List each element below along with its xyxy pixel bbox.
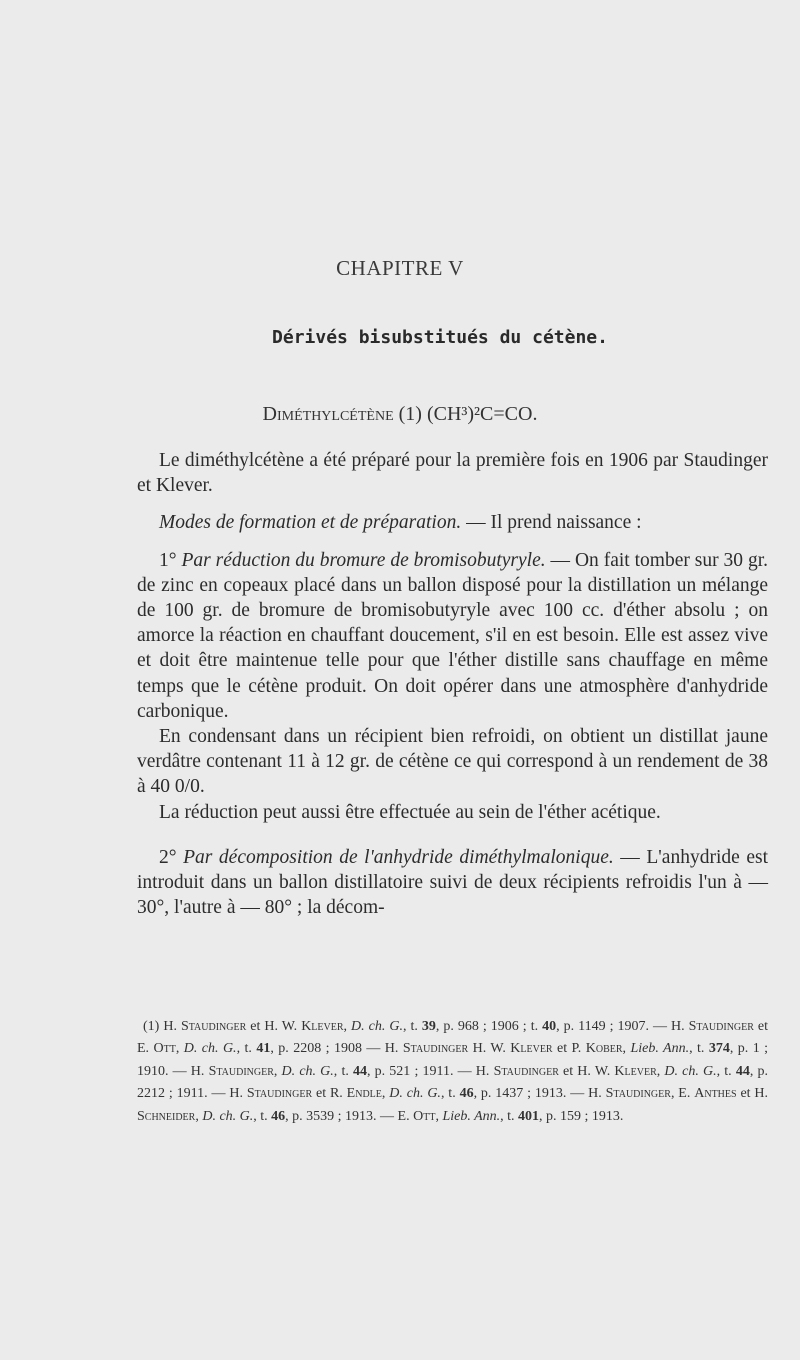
footnote-run: , p. 1437 ; 1913. — H. [473, 1086, 606, 1102]
author-name: Klever [301, 1019, 344, 1034]
footnote-run: , p. 2212 ; 1911. — H. [137, 1063, 768, 1102]
method-2-heading: Par décomposition de l'anhydride diméthylmalonique. [183, 846, 614, 868]
author-name: Klever [510, 1041, 553, 1057]
volume-number: 46 [271, 1108, 286, 1124]
section-heading [0, 403, 800, 426]
modes-heading: Modes de formation et de préparation. [159, 512, 462, 534]
volume-number: 44 [353, 1063, 367, 1079]
footnote-run: et H. [736, 1086, 769, 1102]
author-name: Ott [153, 1041, 176, 1057]
author-name: Kober [585, 1041, 623, 1057]
footnote-run: , t. [716, 1063, 736, 1079]
method-1-heading: Par réduction du bromure de bromisobutyryle. [181, 549, 546, 571]
footnote-run: H. [159, 1019, 181, 1034]
method-1-number: 1° [159, 549, 182, 571]
footnote-run: , p. 3539 ; 1913. — E. [285, 1108, 414, 1124]
chapter-title: Dérivés bisubstitués du cétène. [272, 327, 608, 348]
volume-number: 401 [518, 1108, 540, 1124]
journal-name: D. ch. G. [664, 1063, 717, 1079]
footnote-run: et P. [552, 1041, 586, 1057]
author-name: Schneider [137, 1108, 196, 1124]
footnote [137, 1016, 768, 1128]
author-name: Staudinger [688, 1019, 754, 1034]
footnote-run: , [622, 1041, 631, 1057]
footnote-run: , t. [333, 1063, 353, 1079]
footnote-run: , p. 968 ; 1906 ; t. [435, 1019, 543, 1034]
paragraph-intro: Le diméthylcétène a été préparé pour la première fois en 1906 par Staudinger et Klever. [137, 450, 768, 497]
footnote-run: , p. 521 ; 1911. — H. [367, 1063, 494, 1079]
footnote-run: H. W. [468, 1041, 511, 1057]
paragraph-method-2 [137, 845, 768, 921]
journal-name: D. ch. G. [281, 1063, 334, 1079]
journal-name: Lieb. Ann. [442, 1108, 501, 1124]
author-name: Staudinger [246, 1086, 313, 1102]
volume-number: 40 [542, 1019, 557, 1034]
author-name: Ott [413, 1108, 436, 1124]
paragraph-method-1 [137, 548, 768, 724]
journal-name: D. ch. G. [202, 1108, 254, 1124]
footnote-number: (1) [143, 1019, 160, 1034]
paragraph-condensation: En condensant dans un récipient bien refroidi, on obtient un distillat jaune verdâtre contenant 11 à 12 gr. de cétène ce qui correspond à un rendement de 38 à 40 0/0. [137, 726, 768, 798]
journal-name: D. ch. G. [389, 1086, 441, 1102]
section-name: Diméthylcétène [262, 403, 394, 425]
author-name: Anthes [694, 1086, 737, 1102]
author-name: Klever [614, 1063, 657, 1079]
method-2-text: — L'anhydride est introduit dans un ballon distillatoire suivi de deux récipients refroidis l'un à — 30°, l'autre à — 80° ; la décom- [137, 846, 768, 919]
volume-number: 46 [459, 1086, 474, 1102]
author-name: Staudinger [208, 1063, 274, 1079]
volume-number: 44 [735, 1063, 750, 1079]
footnote-run: , t. [440, 1086, 460, 1102]
volume-number: 374 [708, 1041, 730, 1057]
footnote-run: , t. [689, 1041, 709, 1057]
author-name: Staudinger [402, 1041, 469, 1057]
volume-number: 39 [421, 1019, 436, 1034]
footnote-run: , [195, 1108, 203, 1124]
footnote-run: , t. [402, 1019, 422, 1034]
footnote-run: , [273, 1063, 282, 1079]
method-1-text: — On fait tomber sur 30 gr. de zinc en copeaux placé dans un ballon disposé pour la distillation un mélange de 100 gr. de bromure de bromisobutyryle avec 100 cc. d'éther absolu ; on amorce la réaction en chauffant doucement, s'il en est besoin. Elle est assez vive et doit être maintenue telle pour que l'éther distille sans chauffage en même temps que le cétène produit. On doit opérer dans une atmosphère d'anhydride carbonique. [137, 549, 768, 722]
footnote-run: et H. W. [558, 1063, 615, 1079]
footnote-run: et H. W. [246, 1019, 302, 1034]
body-text [137, 448, 768, 920]
volume-number: 41 [256, 1041, 271, 1057]
paragraph-modes [137, 510, 768, 535]
footnote-run: et E. [137, 1019, 769, 1057]
chemical-formula: (CH³)²C=CO. [426, 403, 538, 425]
footnote-run: , p. 159 ; 1913. [539, 1108, 624, 1124]
modes-text: — Il prend naissance : [461, 512, 642, 534]
footnote-run: , E. [670, 1086, 695, 1102]
journal-name: D. ch. G. [351, 1019, 403, 1034]
footnote-run: , t. [236, 1041, 257, 1057]
journal-name: D. ch. G. [183, 1041, 237, 1057]
author-name: Staudinger [605, 1086, 671, 1102]
footnote-run: , p. 1 ; 1910. — H. [137, 1041, 769, 1079]
footnote-ref: (1) [398, 403, 422, 425]
paragraph-reduction: La réduction peut aussi être effectuée au sein de l'éther acétique. [159, 801, 661, 823]
footnote-run: , t. [500, 1108, 519, 1124]
footnote-run: et R. [312, 1086, 347, 1102]
footnote-run: , p. 1149 ; 1907. — H. [556, 1019, 689, 1034]
footnote-run: , [343, 1019, 352, 1034]
footnote-run: , t. [253, 1108, 272, 1124]
author-name: Staudinger [180, 1019, 247, 1034]
author-name: Staudinger [493, 1063, 559, 1079]
footnote-run: , [175, 1041, 184, 1057]
chapter-heading: CHAPITRE V [336, 256, 464, 280]
footnote-run: , p. 2208 ; 1908 — H. [270, 1041, 403, 1057]
footnote-run: , [656, 1063, 665, 1079]
method-2-number: 2° [159, 846, 184, 868]
footnote-text [137, 1016, 768, 1128]
footnote-run: , [381, 1086, 390, 1102]
journal-name: Lieb. Ann. [630, 1041, 690, 1057]
author-name: Endle [346, 1086, 382, 1102]
footnote-run: , [435, 1108, 443, 1124]
